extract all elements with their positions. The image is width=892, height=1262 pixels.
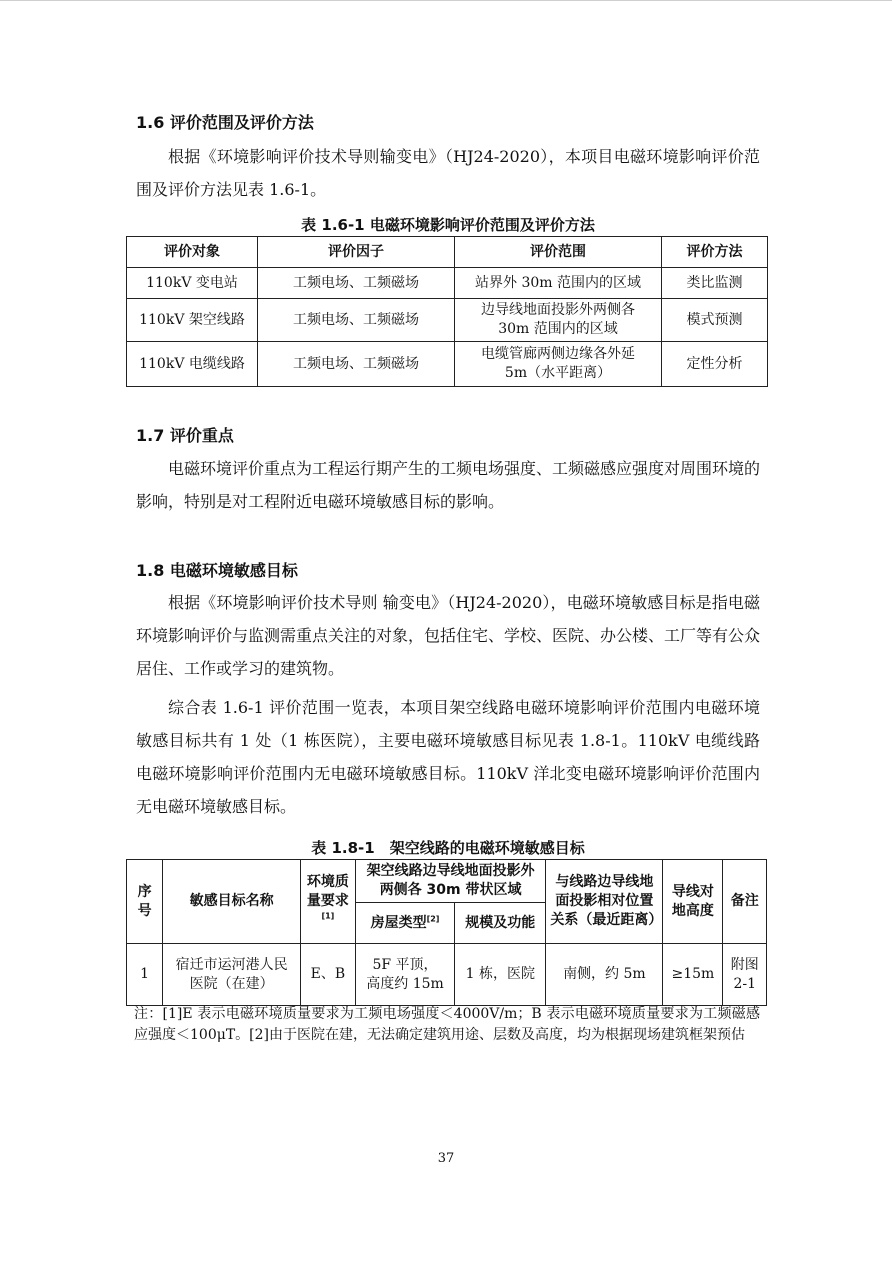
table-cell: 1 xyxy=(127,944,163,1006)
section-1-6-paragraph: 根据《环境影响评价技术导则输变电》（HJ24-2020），本项目电磁环境影响评价范围及评价方法见表 1.6-1。 xyxy=(136,147,760,199)
header-seq: 序号 xyxy=(127,860,163,944)
section-1-8-paragraph-2: 综合表 1.6-1 评价范围一览表，本项目架空线路电磁环境影响评价范围内电磁环境敏感目标共有 1 处（1 栋医院），主要电磁环境敏感目标见表 1.8-1。110kV 电缆线路电磁环境影响评价范围内无电磁环境敏感目标。110kV 洋北变电磁环境影响评价范围内无电磁环境敏感目标。 xyxy=(136,698,760,816)
table-1-8-1 xyxy=(126,859,767,1006)
table-1-6-1 xyxy=(126,236,768,387)
header-evaluation-method: 评价方法 xyxy=(662,237,768,268)
table-cell: 站界外 30m 范围内的区域 xyxy=(455,268,662,299)
table-cell: 宿迁市运河港人民医院（在建） xyxy=(163,944,301,1006)
header-house-type: 房屋类型[2] xyxy=(355,903,454,944)
header-band-area: 架空线路边导线地面投影外两侧各 30m 带状区域 xyxy=(355,860,546,903)
table-1-8-1-caption: 表 1.8-1 架空线路的电磁环境敏感目标 xyxy=(311,839,585,857)
table-cell: 模式预测 xyxy=(662,299,768,342)
header-evaluation-scope: 评价范围 xyxy=(455,237,662,268)
section-1-7-heading: 1.7 评价重点 xyxy=(136,426,234,445)
header-conductor-height: 导线对地高度 xyxy=(663,860,723,944)
table-cell: 110kV 电缆线路 xyxy=(127,342,258,387)
table-cell: 110kV 架空线路 xyxy=(127,299,258,342)
table-1-8-1-note: 注：[1]E 表示电磁环境质量要求为工频电场强度＜4000V/m；B 表示电磁环境质量要求为工频磁感应强度＜100μT。[2]由于医院在建，无法确定建筑用途、层数及高度，均为根据现场建筑框架预估 xyxy=(134,1006,760,1043)
table-cell: 定性分析 xyxy=(662,342,768,387)
header-remark: 备注 xyxy=(723,860,767,944)
page-number: 37 xyxy=(437,1151,455,1166)
table-cell: 类比监测 xyxy=(662,268,768,299)
table-row xyxy=(127,299,768,342)
table-cell: 南侧，约 5m xyxy=(546,944,663,1006)
table-1-8-1-header-row-1 xyxy=(127,860,767,903)
header-evaluation-factor: 评价因子 xyxy=(258,237,455,268)
table-cell: 工频电场、工频磁场 xyxy=(258,342,455,387)
section-1-8-paragraph-1: 根据《环境影响评价技术导则 输变电》（HJ24-2020），电磁环境敏感目标是指电磁环境影响评价与监测需重点关注的对象，包括住宅、学校、医院、办公楼、工厂等有公众居住、工作或学习的建筑物。 xyxy=(136,593,761,678)
table-cell: 工频电场、工频磁场 xyxy=(258,268,455,299)
table-cell: 工频电场、工频磁场 xyxy=(258,299,455,342)
table-cell: 边导线地面投影外两侧各 30m 范围内的区域 xyxy=(455,299,662,342)
table-1-6-1-caption: 表 1.6-1 电磁环境影响评价范围及评价方法 xyxy=(301,216,595,234)
header-quality-requirement: 环境质量要求[1] xyxy=(300,860,355,944)
table-cell: 附图 2-1 xyxy=(723,944,767,1006)
header-relative-position: 与线路边导线地面投影相对位置关系（最近距离） xyxy=(546,860,663,944)
table-cell: E、B xyxy=(300,944,355,1006)
table-row xyxy=(127,268,768,299)
table-row xyxy=(127,342,768,387)
top-border-line xyxy=(0,0,892,1)
section-1-6-heading: 1.6 评价范围及评价方法 xyxy=(136,113,314,132)
section-1-7-paragraph: 电磁环境评价重点为工程运行期产生的工频电场强度、工频磁感应强度对周围环境的影响，特别是对工程附近电磁环境敏感目标的影响。 xyxy=(136,459,761,511)
header-evaluation-object: 评价对象 xyxy=(127,237,258,268)
table-cell: 电缆管廊两侧边缘各外延 5m（水平距离） xyxy=(455,342,662,387)
header-target-name: 敏感目标名称 xyxy=(163,860,301,944)
table-cell: 1 栋，医院 xyxy=(455,944,546,1006)
table-cell: 5F 平顶，高度约 15m xyxy=(355,944,454,1006)
table-cell: ≥15m xyxy=(663,944,723,1006)
table-row xyxy=(127,944,767,1006)
section-1-8-heading: 1.8 电磁环境敏感目标 xyxy=(136,561,298,580)
header-scale-function: 规模及功能 xyxy=(455,903,546,944)
table-cell: 110kV 变电站 xyxy=(127,268,258,299)
table-1-6-1-header-row xyxy=(127,237,768,268)
